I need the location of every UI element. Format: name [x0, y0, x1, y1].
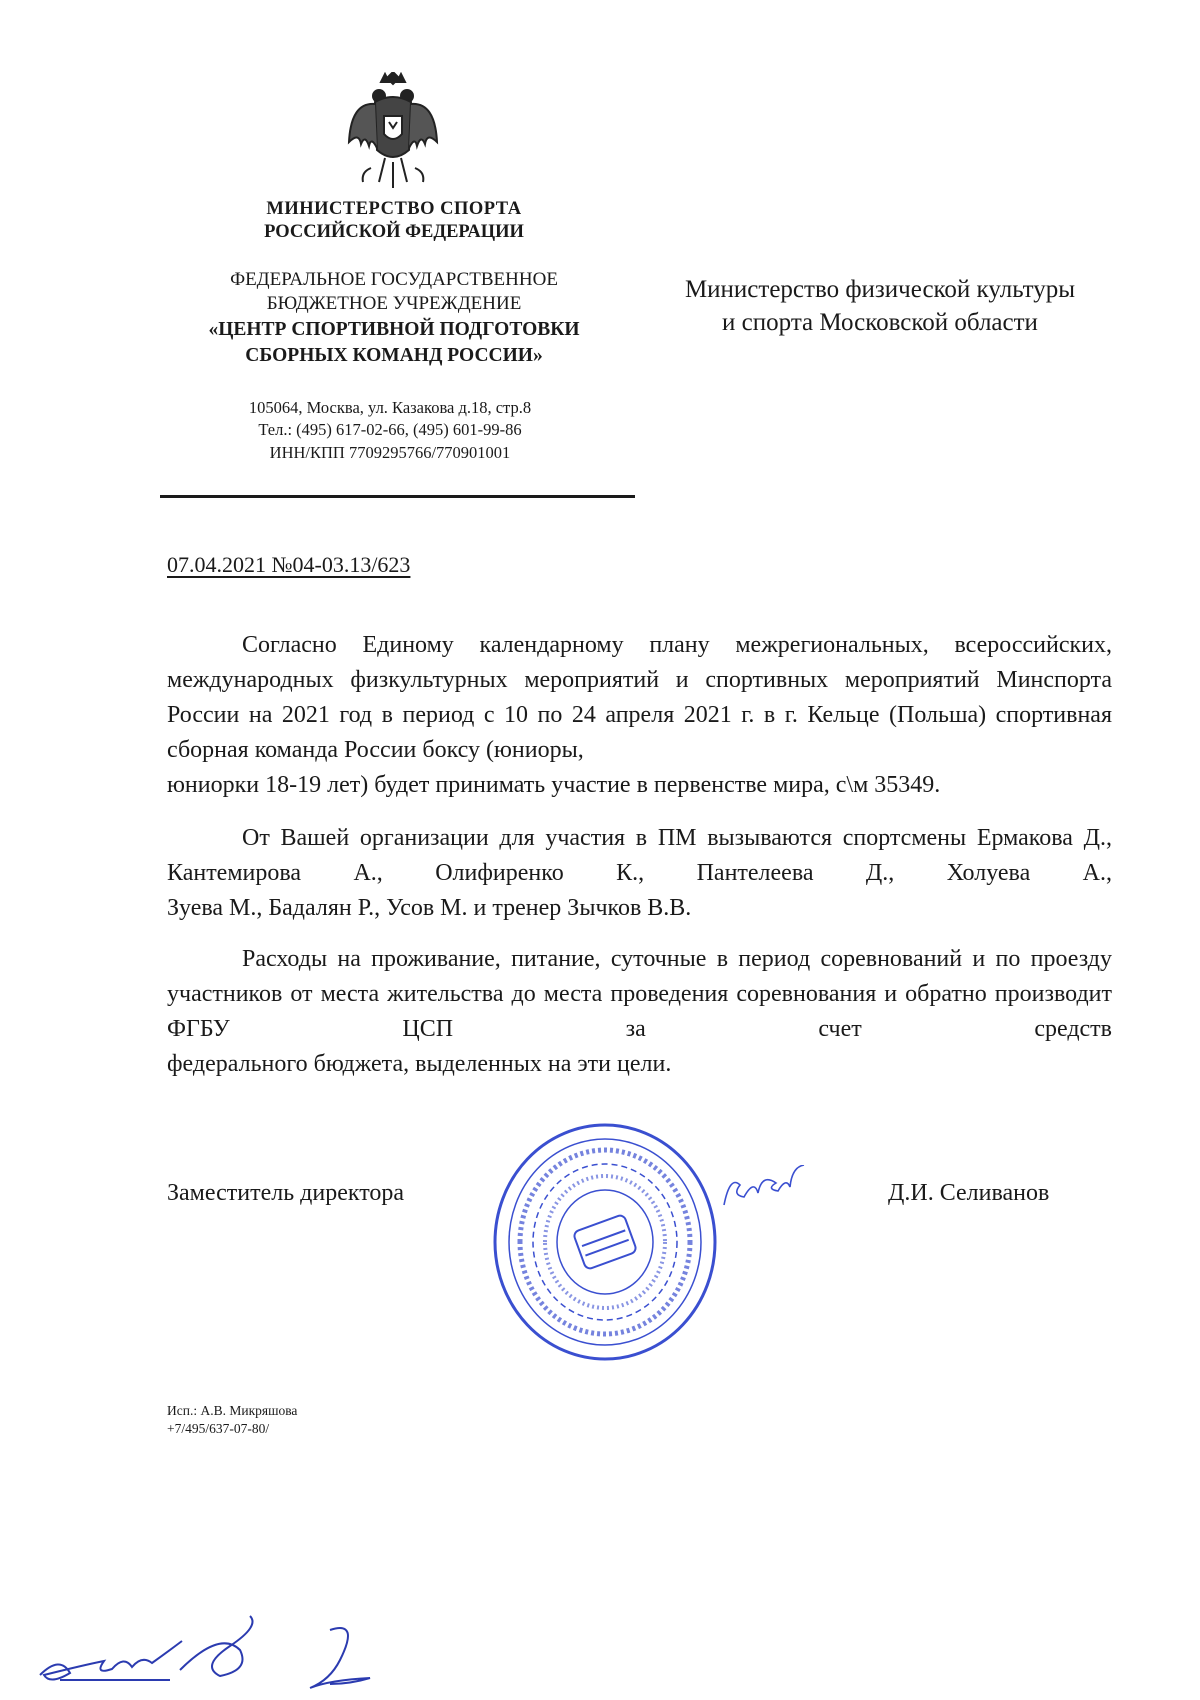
org-address: 105064, Москва, ул. Казакова д.18, стр.8 — [248, 398, 532, 417]
document-reference: 07.04.2021 №04-03.13/623 — [167, 552, 411, 577]
executor-name: Исп.: А.В. Микряшова — [167, 1403, 298, 1418]
coat-of-arms-icon — [345, 72, 441, 190]
body-paragraph-1-main: Согласно Единому календарному плану межрегиональных, всероссийских, международных физкультурных мероприятий и спортивных мероприятий Минспорта России на 2021 год в период с 10 по 24 апреля 2021 г. в г. Кельце (Польша) спортивная сборная команда России боксу (юниоры, — [167, 632, 1112, 763]
bottom-signature-icon — [30, 1610, 430, 1695]
executor-info — [167, 1402, 297, 1438]
official-stamp-icon — [490, 1120, 720, 1365]
body-paragraph-2-end: Зуева М., Бадалян Р., Усов М. и тренер Зычков В.В. — [167, 895, 692, 921]
body-paragraph-1 — [167, 628, 1112, 768]
org-name-line2: БЮДЖЕТНОЕ УЧРЕЖДЕНИЕ — [266, 293, 522, 314]
org-name-line4: СБОРНЫХ КОМАНД РОССИИ» — [245, 345, 543, 366]
signatory-name: Д.И. Селиванов — [888, 1180, 1050, 1206]
body-paragraph-3 — [167, 942, 1112, 1047]
body-paragraph-2-main: От Вашей организации для участия в ПМ вызываются спортсмены Ермакова Д., Кантемирова А., Олифиренко К., Пантелеева Д., Холуева А., — [167, 825, 1112, 886]
ministry-name-line1: МИНИСТЕРСТВО СПОРТА — [266, 199, 522, 219]
recipient-line1: Министерство физической культуры — [684, 276, 1076, 303]
director-signature-icon — [720, 1165, 810, 1220]
body-paragraph-3-main: Расходы на проживание, питание, суточные в период соревнований и по проезду участников от места жительства до места проведения соревнования и обратно производит ФГБУ ЦСП за счет средств — [167, 946, 1112, 1042]
org-inn: ИНН/КПП 7709295766/770901001 — [269, 443, 511, 462]
org-phone: Тел.: (495) 617-02-66, (495) 601-99-86 — [258, 420, 522, 439]
recipient-line2: и спорта Московской области — [722, 309, 1038, 336]
ministry-name-line2: РОССИЙСКОЙ ФЕДЕРАЦИИ — [264, 222, 524, 242]
letterhead-divider — [160, 495, 635, 498]
signatory-title: Заместитель директора — [167, 1180, 405, 1206]
body-paragraph-2 — [167, 821, 1112, 891]
body-paragraph-1-end: юниорки 18-19 лет) будет принимать участие в первенстве мира, с\м 35349. — [167, 772, 941, 798]
executor-phone: +7/495/637-07-80/ — [167, 1421, 270, 1436]
org-name-line1: ФЕДЕРАЛЬНОЕ ГОСУДАРСТВЕННОЕ — [230, 269, 558, 290]
body-paragraph-3-end: федерального бюджета, выделенных на эти цели. — [167, 1051, 672, 1077]
org-name-line3: «ЦЕНТР СПОРТИВНОЙ ПОДГОТОВКИ — [208, 319, 580, 340]
